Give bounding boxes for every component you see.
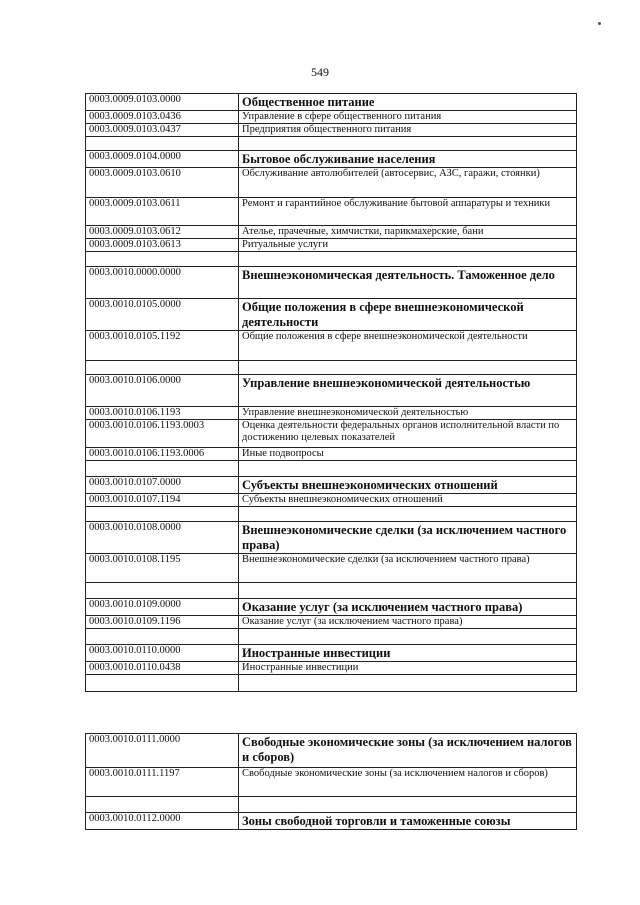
row-name xyxy=(239,252,577,267)
row-code: 0003.0010.0107.1194 xyxy=(86,494,239,507)
row-code: 0003.0010.0111.1197 xyxy=(86,768,239,797)
row-code: 0003.0010.0106.1193 xyxy=(86,407,239,420)
table-row-empty xyxy=(86,252,577,267)
table-row xyxy=(86,554,577,583)
row-code: 0003.0010.0112.0000 xyxy=(86,813,239,830)
table-row-empty xyxy=(86,461,577,477)
row-name: Управление в сфере общественного питания xyxy=(239,111,577,124)
row-code: 0003.0009.0103.0000 xyxy=(86,94,239,111)
row-name: Внешнеэкономические сделки (за исключением частного права) xyxy=(239,554,577,583)
table-row xyxy=(86,645,577,662)
row-code: 0003.0010.0108.0000 xyxy=(86,522,239,554)
table-row-empty xyxy=(86,583,577,599)
row-name: Обслуживание автолюбителей (автосервис, АЗС, гаражи, стоянки) xyxy=(239,168,577,198)
row-name xyxy=(239,797,577,813)
row-code: 0003.0010.0106.0000 xyxy=(86,375,239,407)
table-row-empty xyxy=(86,629,577,645)
table-row-empty xyxy=(86,361,577,375)
section-title: Зоны свободной торговли и таможенные союзы xyxy=(239,813,577,830)
row-name xyxy=(239,675,577,692)
section-title: Оказание услуг (за исключением частного права) xyxy=(239,599,577,616)
row-name: Ателье, прачечные, химчистки, парикмахерские, бани xyxy=(239,226,577,239)
row-name xyxy=(239,583,577,599)
table-row xyxy=(86,94,577,111)
row-code: 0003.0010.0109.0000 xyxy=(86,599,239,616)
row-code: 0003.0009.0103.0611 xyxy=(86,198,239,226)
table-row-empty xyxy=(86,507,577,522)
table-row-empty xyxy=(86,137,577,151)
table-row xyxy=(86,420,577,448)
row-name: Предприятия общественного питания xyxy=(239,124,577,137)
table-row xyxy=(86,494,577,507)
row-name: Общие положения в сфере внешнеэкономической деятельности xyxy=(239,331,577,361)
row-code: 0003.0010.0110.0438 xyxy=(86,662,239,675)
table-row-empty xyxy=(86,675,577,692)
table-row xyxy=(86,124,577,137)
row-name: Субъекты внешнеэкономических отношений xyxy=(239,494,577,507)
row-code: 0003.0009.0103.0613 xyxy=(86,239,239,252)
table-row xyxy=(86,522,577,554)
row-code: 0003.0010.0106.1193.0006 xyxy=(86,448,239,461)
table-row xyxy=(86,331,577,361)
row-code: 0003.0010.0107.0000 xyxy=(86,477,239,494)
table-row xyxy=(86,151,577,168)
row-code: 0003.0010.0109.1196 xyxy=(86,616,239,629)
row-code xyxy=(86,675,239,692)
table-row xyxy=(86,448,577,461)
section-title: Бытовое обслуживание населения xyxy=(239,151,577,168)
section-title: Общие положения в сфере внешнеэкономической деятельности xyxy=(239,299,577,331)
table-row xyxy=(86,813,577,830)
row-code: 0003.0010.0000.0000 xyxy=(86,267,239,299)
table-row xyxy=(86,616,577,629)
table-row xyxy=(86,662,577,675)
row-code: 0003.0010.0105.1192 xyxy=(86,331,239,361)
row-name: Управление внешнеэкономической деятельностью xyxy=(239,407,577,420)
table-row-empty xyxy=(86,797,577,813)
table-row xyxy=(86,299,577,331)
row-code xyxy=(86,629,239,645)
row-name: Иные подвопросы xyxy=(239,448,577,461)
row-code: 0003.0010.0111.0000 xyxy=(86,734,239,768)
table-row xyxy=(86,477,577,494)
row-code: 0003.0010.0106.1193.0003 xyxy=(86,420,239,448)
row-code xyxy=(86,461,239,477)
table-row xyxy=(86,111,577,124)
table-row xyxy=(86,226,577,239)
row-name: Ритуальные услуги xyxy=(239,239,577,252)
row-code: 0003.0010.0108.1195 xyxy=(86,554,239,583)
row-name xyxy=(239,137,577,151)
row-code: 0003.0010.0110.0000 xyxy=(86,645,239,662)
classifier-table-1 xyxy=(85,93,577,692)
row-name: Свободные экономические зоны (за исключением налогов и сборов) xyxy=(239,768,577,797)
row-name xyxy=(239,629,577,645)
row-name: Оценка деятельности федеральных органов исполнительной власти по достижению целевых показателей xyxy=(239,420,577,448)
table-row xyxy=(86,375,577,407)
section-title: Свободные экономические зоны (за исключением налогов и сборов) xyxy=(239,734,577,768)
row-code xyxy=(86,583,239,599)
classifier-table-2 xyxy=(85,733,577,830)
row-name xyxy=(239,461,577,477)
section-title: Общественное питание xyxy=(239,94,577,111)
section-title: Управление внешнеэкономической деятельностью xyxy=(239,375,577,407)
row-code: 0003.0009.0103.0610 xyxy=(86,168,239,198)
row-code xyxy=(86,507,239,522)
table-row xyxy=(86,267,577,299)
table-row xyxy=(86,768,577,797)
row-name xyxy=(239,361,577,375)
table-row xyxy=(86,599,577,616)
page-number: 549 xyxy=(311,65,329,79)
row-code: 0003.0009.0103.0436 xyxy=(86,111,239,124)
table-row xyxy=(86,168,577,198)
row-code: 0003.0010.0105.0000 xyxy=(86,299,239,331)
section-title: Внешнеэкономическая деятельность. Таможенное дело xyxy=(239,267,577,299)
row-name xyxy=(239,507,577,522)
row-name: Оказание услуг (за исключением частного права) xyxy=(239,616,577,629)
row-code: 0003.0009.0104.0000 xyxy=(86,151,239,168)
row-name: Иностранные инвестиции xyxy=(239,662,577,675)
section-title: Иностранные инвестиции xyxy=(239,645,577,662)
row-code xyxy=(86,361,239,375)
row-code: 0003.0009.0103.0437 xyxy=(86,124,239,137)
table-row xyxy=(86,198,577,226)
section-title: Субъекты внешнеэкономических отношений xyxy=(239,477,577,494)
section-title: Внешнеэкономические сделки (за исключением частного права) xyxy=(239,522,577,554)
row-code xyxy=(86,797,239,813)
table-row xyxy=(86,239,577,252)
row-name: Ремонт и гарантийное обслуживание бытовой аппаратуры и техники xyxy=(239,198,577,226)
table-row xyxy=(86,407,577,420)
table-row xyxy=(86,734,577,768)
row-code xyxy=(86,252,239,267)
row-code xyxy=(86,137,239,151)
row-code: 0003.0009.0103.0612 xyxy=(86,226,239,239)
scan-speck xyxy=(598,22,601,25)
